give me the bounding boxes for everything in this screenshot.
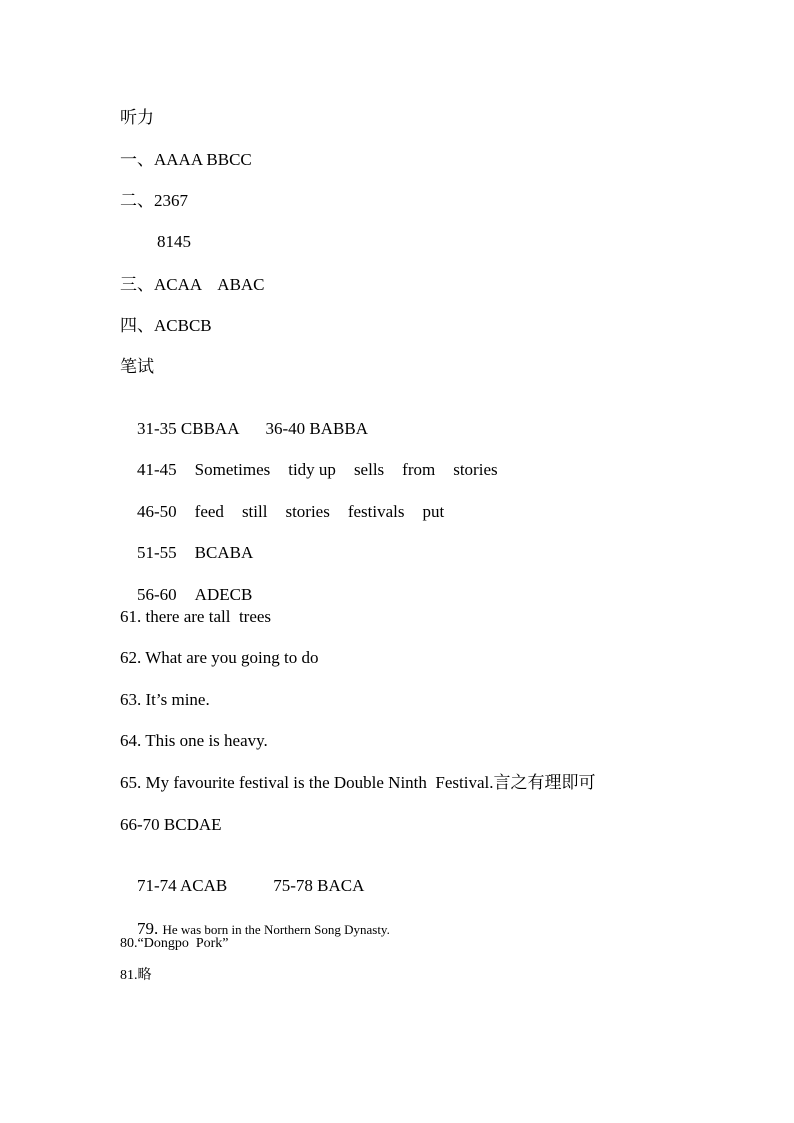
answer-61: 61. there are tall trees (120, 607, 272, 626)
listening-q3: 三、ACAA ABAC (120, 275, 265, 294)
answer-word: stories (453, 460, 498, 479)
listening-q2-line1: 二、2367 (120, 191, 188, 210)
answer-51-55: BCABA (194, 543, 254, 562)
answer-75-78: 75-78 BACA (273, 876, 365, 895)
answer-31-35: 31-35 CBBAA (137, 419, 240, 438)
answer-81: 81.略 (120, 968, 152, 983)
answer-62: 62. What are you going to do (120, 648, 319, 667)
answer-word: tidy up (288, 460, 336, 479)
answer-range-56-60: 56-60 (137, 585, 177, 604)
answer-63: 63. It’s mine. (120, 690, 210, 709)
answer-range-41-45: 41-45 (137, 460, 177, 479)
answer-80: 80.“Dongpo Pork” (120, 936, 229, 951)
answer-word: feed (194, 502, 224, 521)
listening-q4: 四、ACBCB (120, 316, 212, 335)
answer-range-46-50: 46-50 (137, 502, 177, 521)
listening-heading: 听力 (120, 108, 154, 127)
answer-word: from (402, 460, 436, 479)
answer-79-number: 79. (137, 919, 159, 938)
listening-q2-line2: 8145 (157, 232, 191, 251)
listening-q1: 一、AAAA BBCC (120, 150, 252, 169)
answer-word: still (241, 502, 268, 521)
written-heading: 笔试 (120, 357, 154, 376)
answer-word: Sometimes (194, 460, 271, 479)
answer-64: 64. This one is heavy. (120, 731, 268, 750)
answer-36-40: 36-40 BABBA (265, 419, 368, 438)
answer-word: stories (285, 502, 330, 521)
answer-word: sells (353, 460, 385, 479)
answer-word: festivals (347, 502, 405, 521)
answer-range-51-55: 51-55 (137, 543, 177, 562)
answer-65: 65. My favourite festival is the Double Ninth Festival.言之有理即可 (120, 773, 596, 792)
answer-56-60: ADECB (194, 585, 253, 604)
answer-word: put (422, 502, 445, 521)
answer-71-74: 71-74 ACAB (137, 876, 228, 895)
answer-66-70: 66-70 BCDAE (120, 815, 222, 834)
answer-79-text: He was born in the Northern Song Dynasty. (162, 922, 390, 937)
